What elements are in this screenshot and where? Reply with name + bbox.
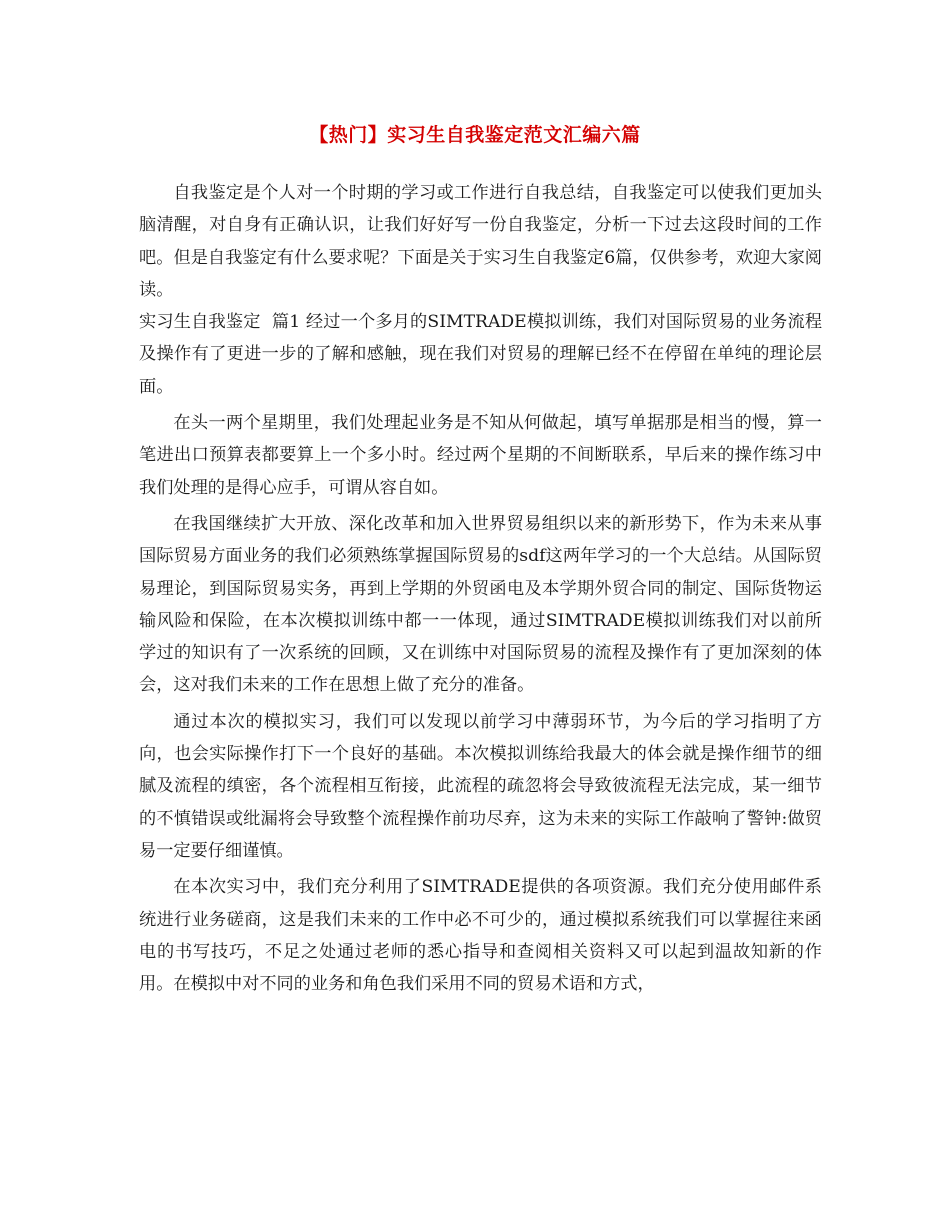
body-paragraph-4: 在本次实习中，我们充分利用了SIMTRADE提供的各项资源。我们充分使用邮件系统进行业务磋商，这是我们未来的工作中必不可少的，通过模拟系统我们可以掌握往来函电的书写技巧，不足之处通过老师的悉心指导和查阅相关资料又可以起到温故知新的作用。在模拟中对不同的业务和角色我们采用不同的贸易术语和方式， (139, 877, 822, 995)
document-title: 【热门】实习生自我鉴定范文汇编六篇 (309, 124, 641, 146)
section-first-paragraph (139, 306, 822, 403)
body-paragraph-1: 在头一两个星期里，我们处理起业务是不知从何做起，填写单据那是相当的慢，算一笔进出口预算表都要算上一个多小时。经过两个星期的不间断联系，早后来的操作练习中我们处理的是得心应手，可谓从容自如。 (139, 413, 822, 498)
body-paragraph-3: 通过本次的模拟实习，我们可以发现以前学习中薄弱环节，为今后的学习指明了方向，也会实际操作打下一个良好的基础。本次模拟训练给我最大的体会就是操作细节的细腻及流程的缜密，各个流程相互衔接，此流程的疏忽将会导致彼流程无法完成，某一细节的不慎错误或纰漏将会导致整个流程操作前功尽弃，这为未来的实际工作敲响了警钟:做贸易一定要仔细谨慎。 (139, 711, 822, 861)
body-paragraph-2: 在我国继续扩大开放、深化改革和加入世界贸易组织以来的新形势下，作为未来从事国际贸易方面业务的我们必须熟练掌握国际贸易的sdf这两年学习的一个大总结。从国际贸易理论，到国际贸易实务，再到上学期的外贸函电及本学期外贸合同的制定、国际货物运输风险和保险，在本次模拟训练中都一一体现，通过SIMTRADE模拟训练我们对以前所学过的知识有了一次系统的回顾，又在训练中对国际贸易的流程及操作有了更加深刻的体会，这对我们未来的工作在思想上做了充分的准备。 (139, 513, 822, 696)
section-heading: 实习生自我鉴定 篇1 (139, 312, 301, 333)
section-first-text: 经过一个多月的SIMTRADE模拟训练，我们对国际贸易的业务流程及操作有了更进一步的了解和感触，现在我们对贸易的理解已经不在停留在单纯的理论层面。 (139, 312, 823, 397)
document-body (139, 177, 822, 1000)
intro-paragraph: 自我鉴定是个人对一个时期的学习或工作进行自我总结，自我鉴定可以使我们更加头脑清醒，对自身有正确认识，让我们好好写一份自我鉴定，分析一下过去这段时间的工作吧。但是自我鉴定有什么要求呢？下面是关于实习生自我鉴定6篇，仅供参考，欢迎大家阅读。 (139, 183, 822, 300)
